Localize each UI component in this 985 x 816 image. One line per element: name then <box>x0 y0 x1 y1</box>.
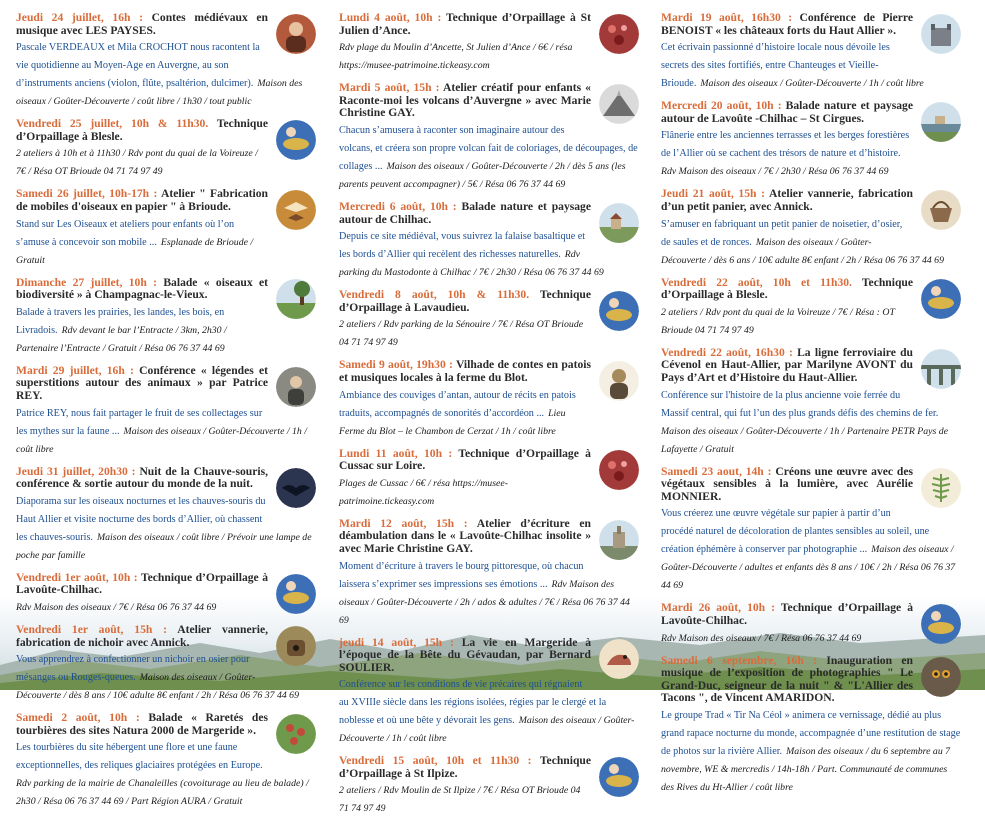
event-aug6: Mercredi 6 août, 10h : Balade nature et paysage autour de Chilhac. Depuis ce site médiéval, vous suivrez la falaise basaltique et les bords d’Allier qui recèlent des richesses naturelles. Rdv parking du Mastodonte à Chilhac / 7€ / 2h30 / Résa 06 76 37 44 69 <box>339 201 639 280</box>
event-aug19: Mardi 19 août, 16h30 : Conférence de Pierre BENOIST « les châteaux forts du Haut Allier ». Cet écrivain passionné d’histoire locale nous dévoile les secrets des sites fortifiés, entre Chanteuges et Vieille-Brioude. Maison des oiseaux / Goûter-Découverte / 1h / coût libre <box>661 12 961 91</box>
event-aug2: Samedi 2 août, 10h : Balade « Raretés des tourbières des sites Natura 2000 de Margeride ». Les tourbières du site hébergent une flore et une faune exceptionnelles, des reliques glaciaires protégées en Europe. Rdv parking de la mairie de Chanaleilles (covoiturage au lieu de balade) / 2h30 / Résa 06 76 37 44 69 / Part Région AURA / Gratuit <box>16 712 316 809</box>
event-aug22-conference: Vendredi 22 août, 16h30 : La ligne ferroviaire du Cévenol en Haut-Allier, par Marilyne AVONT du Pays d’Art et d’Histoire du Haut-Allier. Conférence sur l'histoire de la plus ancienne voie ferrée du Massif central, qui fut l’un des plus grands défis des chemins de fer. Maison des oiseaux / Goûter-Découverte / 1h / Partenaire PETR Pays de Lafayette / Gratuit <box>661 347 961 457</box>
gold-panning-photo <box>276 574 316 614</box>
basket-photo <box>921 190 961 230</box>
gold-panning-photo <box>599 757 639 797</box>
wicker-photo <box>276 626 316 666</box>
event-aug14: jeudi 14 août, 15h : La vie en Margeride à l’époque de la Bête du Gévaudan, par Bernard SOULIER. Conférence sur les conditions de vie précaires qui régnaient au XVIIIe siècle dans les régions isolées, régies par le clergé et la noblesse et où une bête y dévorait les gens. Maison des oiseaux / Goûter-Découverte / 1h / coût libre <box>339 637 639 747</box>
column-right <box>661 12 961 795</box>
gemstones-photo <box>599 14 639 54</box>
event-aug4: Lundi 4 août, 10h : Technique d’Orpaillage à St Julien d’Ance. Rdv plage du Moulin d’Ancette, St Julien d’Ance / 6€ / résa https://musee-patrimoine.tickeasy.com <box>339 12 639 73</box>
gold-panning-photo <box>276 120 316 160</box>
event-aug15: Vendredi 15 août, 10h et 11h30 : Technique d’Orpaillage à St Ilpize. 2 ateliers / Rdv Moulin de St Ilpize / 7€ / Résa OT Brioude 04 71 74 97 49 <box>339 755 639 816</box>
event-aug5: Mardi 5 août, 15h : Atelier créatif pour enfants « Raconte-moi les volcans d’Auvergne » avec Marie Christine GAY. Chacun s’amusera à raconter son imaginaire autour des volcans, et créera son propre volcan fait de coloriages, de découpages, de collages ... Maison des oiseaux / Goûter-Découverte / 2h / dès 5 ans (les parents peuvent accompagner) / 5€ / Résa 06 76 37 44 69 <box>339 81 638 190</box>
event-jul26: Samedi 26 juillet, 10h-17h : Atelier " Fabrication de mobiles d'oiseaux en papier " à Brioude. Stand sur Les Oiseaux et ateliers pour enfants où l’on s’amuse à concevoir son mobile ... Esplanade de Brioude / Gratuit <box>16 188 316 267</box>
bird-mobile-photo <box>276 190 316 230</box>
meadow-photo <box>276 279 316 319</box>
event-aug20: Mercredi 20 août, 10h : Balade nature et paysage autour de Lavoûte -Chilhac – St Cirgues. Flânerie entre les anciennes terrasses et les berges forestières de l’Allier où se cachent des trésors de nature et d’histoire. Rdv Maison des oiseaux / 7€ / 2h30 / Résa 06 76 37 44 69 <box>661 100 961 179</box>
event-aug8: Vendredi 8 août, 10h & 11h30. Technique d’Orpaillage à Lavaudieu. 2 ateliers / Rdv parking de la Sénouire / 7€ / Résa OT Brioude 04 71 74 97 49 <box>339 289 639 350</box>
bat-photo <box>276 468 316 508</box>
event-jul24: Jeudi 24 juillet, 16h : Contes médiévaux en musique avec LES PAYSES. Pascale VERDEAUX et Mila CROCHOT nous racontent la vie quotidienne au Moyen-Age en Auvergne, au son d’instruments anciens (violon, flûte, psaltérion, dulcimer). Maison des oiseaux / Goûter-Découverte / coût libre / 1h30 / tout public <box>16 12 316 109</box>
village-photo <box>599 203 639 243</box>
gold-panning-photo <box>599 291 639 331</box>
owl-collage-photo <box>921 657 961 697</box>
event-jul25: Vendredi 25 juillet, 10h & 11h30. Technique d’Orpaillage à Blesle. 2 ateliers à 10h et à 11h30 / Rdv pont du quai de la Voireuze / 7€ / Résa OT Brioude 04 71 74 97 49 <box>16 118 316 179</box>
volcano-photo <box>599 84 639 124</box>
event-jul31: Jeudi 31 juillet, 20h30 : Nuit de la Chauve-souris, conférence & sortie autour du monde de la nuit. Diaporama sur les oiseaux nocturnes et les chauves-souris du Haut Allier et visite nocturne des bords d’Allier, où chassent les chauves-souris. Maison des oiseaux / coût libre / Prévoir une lampe de poche par famille <box>16 466 316 563</box>
event-aug21: Jeudi 21 août, 15h : Atelier vannerie, fabrication d’un petit panier, avec Annick. S’amuser en fabriquant un petit panier de noisetier, d’osier, de saules et de ronces. Maison des oiseaux / Goûter-Découverte / dès 6 ans / 10€ adulte 8€ enfant / 2h / Résa 06 76 37 44 69 <box>661 188 961 267</box>
sundew-photo <box>276 714 316 754</box>
railway-viaduct-photo <box>921 349 961 389</box>
event-aug12: Mardi 12 août, 15h : Atelier d’écriture en déambulation dans le « Lavoûte-Chilhac insolite » avec Marie Christine GAY. Moment d’écriture à travers le bourg pittoresque, où chacun laissera s’exprimer ses impressions ses émotions ... Rdv Maison des oiseaux / Goûter-Découverte / 2h / ados & adultes / 7€ / Résa 06 76 37 44 69 <box>339 518 639 628</box>
river-village-photo <box>921 102 961 142</box>
fern-photo <box>921 468 961 508</box>
beast-engraving-photo <box>599 639 639 679</box>
gold-panning-photo <box>921 279 961 319</box>
gemstones-photo <box>599 450 639 490</box>
event-aug9: Samedi 9 août, 19h30 : Vilhade de contes en patois et musiques locales à la ferme du Blot. Ambiance des couviges d’antan, autour de récits en patois traduits, accompagnés de sonorités d’accordéon ... Lieu Ferme du Blot – le Chambon de Cerzat / 1h / coût libre <box>339 359 639 438</box>
event-aug26: Mardi 26 août, 10h : Technique d’Orpaillage à Lavoûte-Chilhac. Rdv Maison des oiseaux / 7€ / Résa 06 76 37 44 69 <box>661 602 961 645</box>
event-aug22-orpaillage: Vendredi 22 août, 10h et 11h30. Technique d’Orpaillage à Blesle. 2 ateliers / Rdv pont du quai de la Voireuze / 7€ / Résa : OT Brioude 04 71 74 97 49 <box>661 277 961 338</box>
portrait-photo <box>599 361 639 401</box>
event-jul27: Dimanche 27 juillet, 10h : Balade « oiseaux et biodiversité » à Champagnac-le-Vieux. Balade à travers les prairies, les landes, les bois, en Livradois. Rdv devant le bar l’Entracte / 3km, 2h30 / Partenaire l’Entracte / Gratuit / Résa 06 76 37 44 69 <box>16 277 316 356</box>
column-middle <box>339 12 639 816</box>
gold-panning-photo <box>921 604 961 644</box>
event-sep6: Samedi 6 septembre, 16h : Inauguration en musique de l’exposition de photographies " Le Grand-Duc, seigneur de la nuit " & "L'Allier des Tacons ", de Vincent AMARIDON. Le groupe Trad « Tir Na Céol » animera ce vernissage, dédié au plus grand rapace nocturne du monde, accompagnée d’une restitution de stage de photos sur la rivière Allier. Maison des oiseaux / du 6 septembre au 7 novembre, WE & mercredis / 14h-18h / Part. Communauté de communes des Rives du Ht-Allier / coût libre <box>661 653 961 793</box>
event-aug11: Lundi 11 août, 10h : Technique d’Orpaillage à Cussac sur Loire. Plages de Cussac / 6€ / résa https://musee-patrimoine.tickeasy.com <box>339 448 639 509</box>
event-aug1-orpaillage: Vendredi 1er août, 10h : Technique d’Orpaillage à Lavoûte-Chilhac. Rdv Maison des oiseaux / 7€ / Résa 06 76 37 44 69 <box>16 572 316 615</box>
castle-photo <box>599 520 639 560</box>
event-jul29: Mardi 29 juillet, 16h : Conférence « légendes et superstitions autour des animaux » par Patrice REY. Patrice REY, nous fait partager le fruit de ses collectages sur les mythes sur la faune ... Maison des oiseaux / Goûter-Découverte / 1h / coût libre <box>16 365 316 457</box>
storyteller-photo <box>276 14 316 54</box>
event-aug23: Samedi 23 aout, 14h : Créons une œuvre avec des végétaux sensibles à la lumière, avec Aurélie MONNIER. Vous créerez une œuvre végétale sur papier à partir d’un procédé naturel de décoloration de plantes sensibles au soleil, une création éphémère à conserver par photographie ... Maison des oiseaux / Goûter-Découverte / adultes et enfants dès 8 ans / 10€ / 2h / Résa 06 76 37 44 69 <box>661 466 961 594</box>
fortress-photo <box>921 14 961 54</box>
event-aug1-vannerie: Vendredi 1er août, 15h : Atelier vannerie, fabrication de nichoir avec Annick. Vous apprendrez à confectionner un nichoir en osier pour mésanges ou Rouges-queues. Maison des oiseaux / Goûter-Découverte / dès 8 ans / 10€ adulte 8€ enfant / 2h / Résa 06 76 37 44 69 <box>16 624 316 703</box>
speaker-photo <box>276 367 316 407</box>
